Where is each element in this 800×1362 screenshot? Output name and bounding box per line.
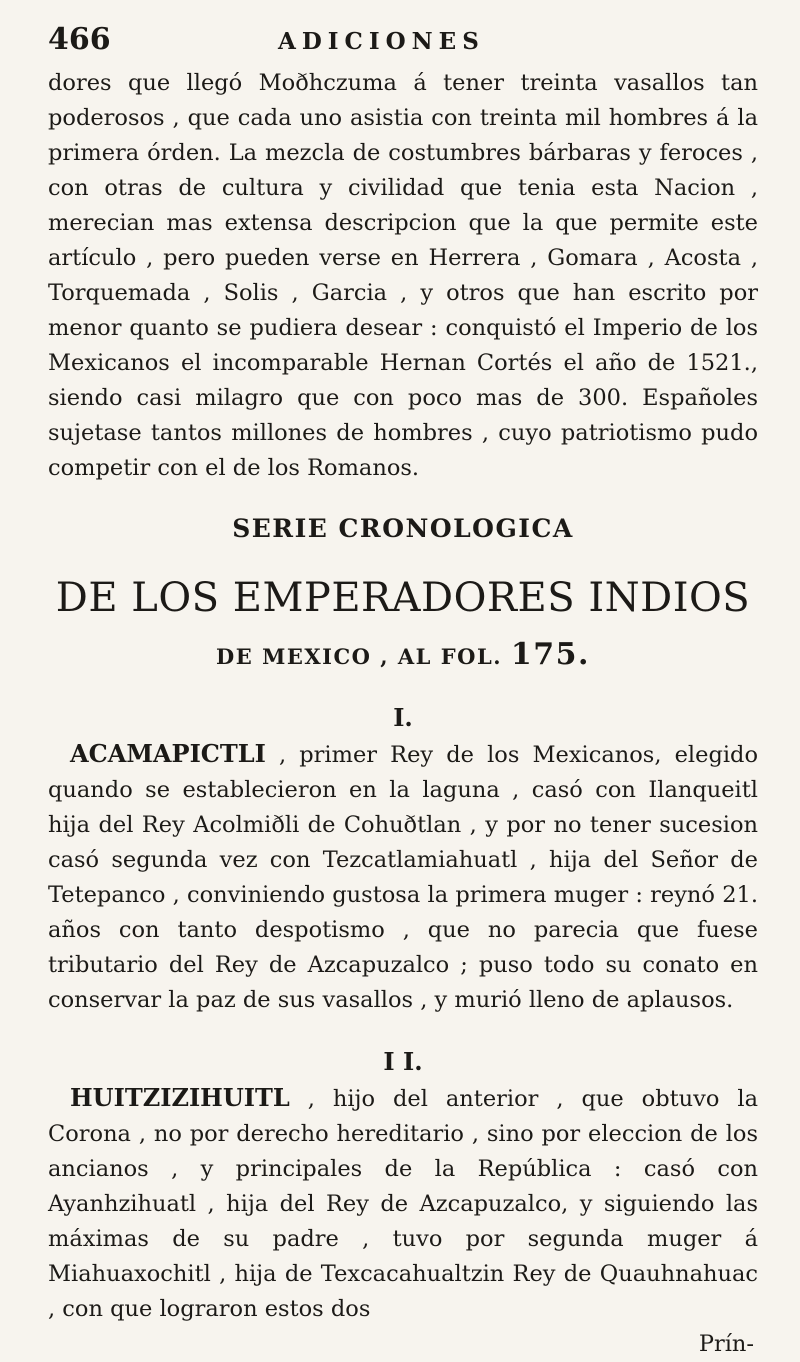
catchword: Prín- [698, 1331, 754, 1357]
folio-reference: 175. [510, 637, 590, 672]
running-title: ADICIONES [278, 28, 485, 55]
page-number: 466 [48, 22, 111, 57]
entry-paragraph [48, 1080, 758, 1327]
intro-paragraph: dores que llegó Moðhczuma á tener treinta vasallos tan poderosos , que cada uno asistia con treinta mil hombres á la primera órden. La mezcla de costumbres bárbaras y feroces , con otras de cultura y civilidad que tenia esta Nacion , merecian mas extensa descripcion que la que permite este artículo , pero pueden verse en Herrera , Gomara , Acosta , Torquemada , Solis , Garcia , y otros que han escrito por menor quanto se pudiera desear : conquistó el Imperio de los Mexicanos el incomparable Hernan Cortés el año de 1521., siendo casi milagro que con poco mas de 300. Españoles sujetase tantos millones de hombres , cuyo patriotismo pudo competir con el de los Romanos. [48, 70, 758, 481]
entry-paragraph [48, 736, 758, 1018]
heading-emperadores: DE LOS EMPERADORES INDIOS [55, 575, 751, 621]
entry-text: , primer Rey de los Mexicanos, elegido quando se establecieron en la laguna , casó con Ilanqueitl hija del Rey Acolmiðli de Cohuðtlan , y por no tener sucesion casó segunda vez con Tezcatlamiahuatl , hija del Señor de Tetepanco , conviniendo gustosa la primera muger : reynó 21. años con tanto despotismo , que no parecia que fuese tributario del Rey de Azcapuzalco ; puso todo su conato en conservar la paz de sus vasallos , y murió lleno de aplausos. [48, 742, 758, 1013]
entry-number: I. [393, 703, 413, 732]
entry-number: I I. [383, 1047, 423, 1076]
heading-serie-cronologica: SERIE CRONOLOGICA [232, 514, 574, 543]
entry-text: , hijo del anterior , que obtuvo la Corona , no por derecho hereditario , sino por eleccion de los ancianos , y principales de la República : casó con Ayanhzihuatl , hija del Rey de Azcapuzalco, y siguiendo las máximas de su padre , tuvo por segunda muger á Miahuaxochitl , hija de Texcacahualtzin Rey de Quauhnahuac , con que lograron estos dos [48, 1086, 758, 1322]
emperor-name: HUITZIZIHUITL [70, 1083, 290, 1112]
heading-mexico [48, 634, 758, 676]
emperor-name: ACAMAPICTLI [70, 739, 266, 768]
running-head [48, 22, 758, 66]
heading-mexico-text: DE MEXICO , AL FOL. [216, 644, 503, 669]
